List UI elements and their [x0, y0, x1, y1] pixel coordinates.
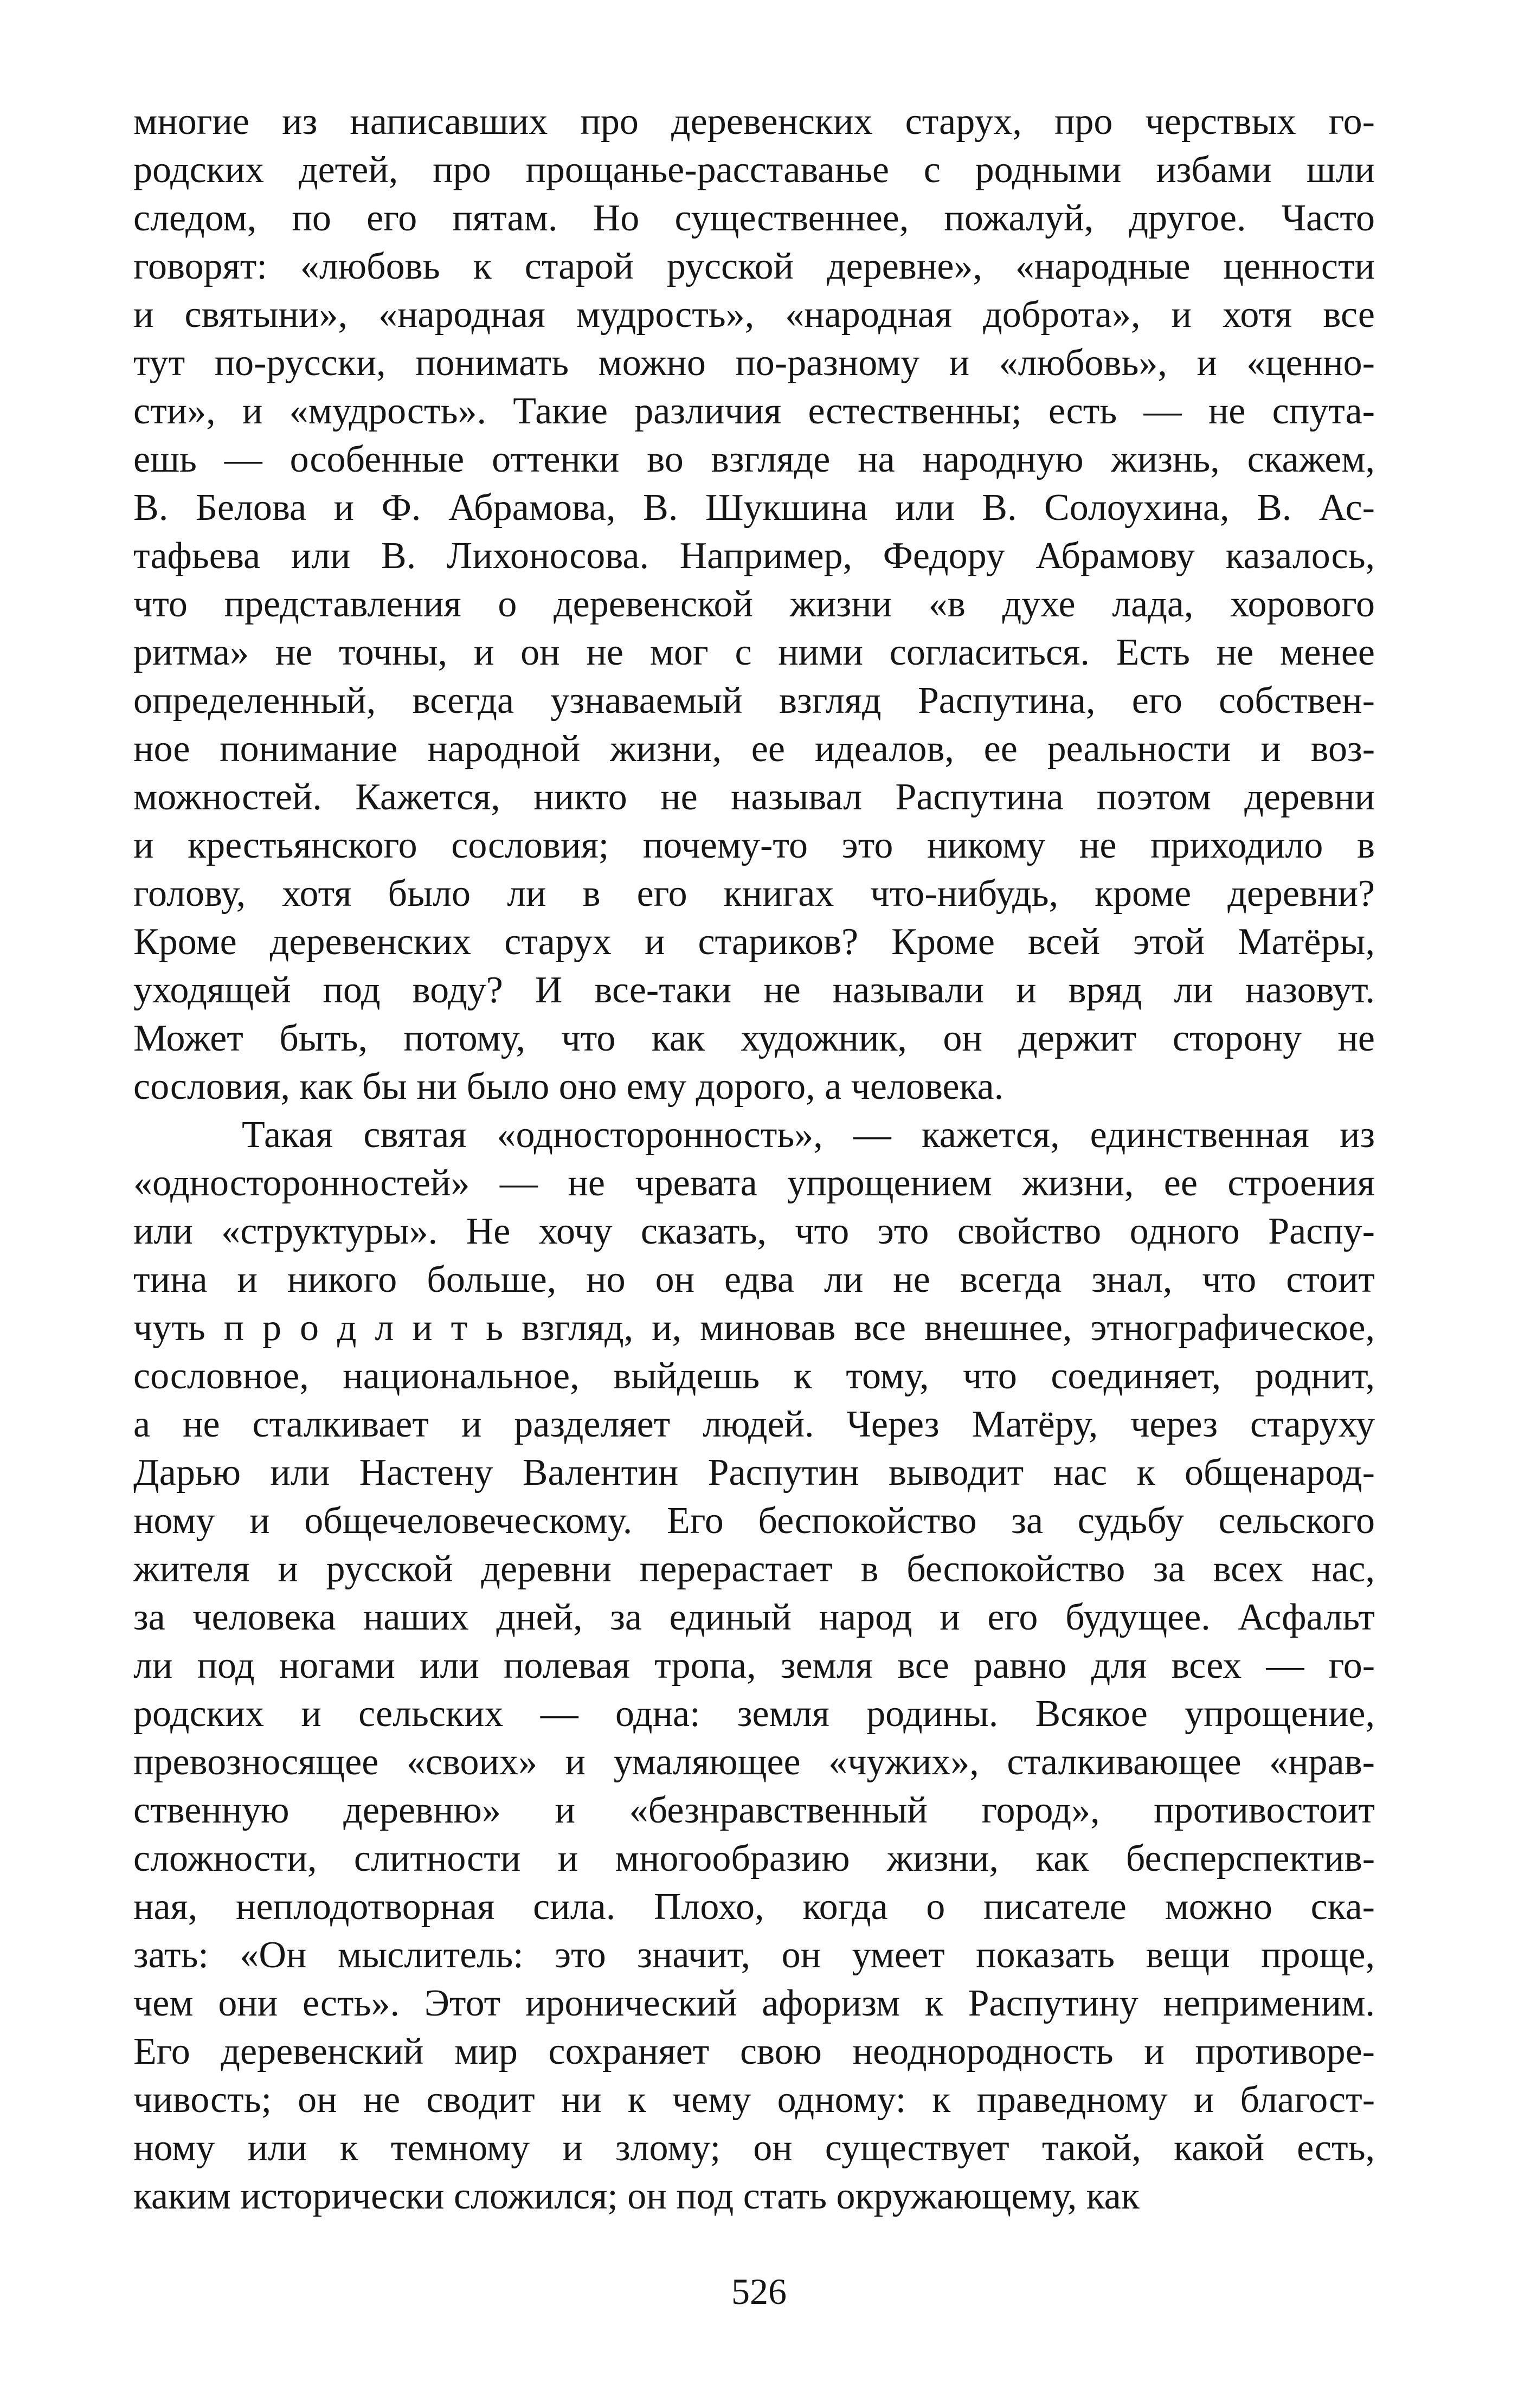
- text-line: «односторонностей» — не чревата упрощением жизни, ее строения: [133, 1162, 1375, 1204]
- text-line: Кроме деревенских старух и стариков? Кроме всей этой Матёры,: [133, 921, 1375, 963]
- text-line: Дарью или Настену Валентин Распутин выводит нас к общенарод-: [133, 1452, 1375, 1493]
- text-line: ешь — особенные оттенки во взгляде на народную жизнь, скажем,: [133, 439, 1375, 480]
- text-line: или «структуры». Не хочу сказать, что это свойство одного Распу-: [133, 1211, 1375, 1252]
- text-line: ному или к темному и злому; он существует такой, какой есть,: [133, 2127, 1375, 2169]
- text-line: многие из написавших про деревенских старух, про черствых го-: [133, 101, 1375, 143]
- text-line: чуть п р о д л и т ь взгляд, и, миновав все внешнее, этнографическое,: [133, 1307, 1375, 1349]
- text-line: Его деревенский мир сохраняет свою неоднородность и противоре-: [133, 2031, 1375, 2072]
- text-line: тина и никого больше, но он едва ли не всегда знал, что стоит: [133, 1259, 1375, 1300]
- text-line: и крестьянского сословия; почему-то это никому не приходило в: [133, 825, 1375, 866]
- text-line: и святыни», «народная мудрость», «народная доброта», и хотя все: [133, 294, 1375, 336]
- text-line: тут по-русски, понимать можно по-разному и «любовь», и «ценно-: [133, 342, 1375, 384]
- text-line: Может быть, потому, что как художник, он держит сторону не: [133, 1018, 1375, 1059]
- text-line: что представления о деревенской жизни «в духе лада, хорового: [133, 583, 1375, 625]
- text-line: говорят: «любовь к старой русской деревне», «народные ценности: [133, 246, 1375, 287]
- body-text: [133, 98, 1375, 2220]
- text-line: чем они есть». Этот иронический афоризм к Распутину неприменим.: [133, 1982, 1375, 2024]
- text-line: ная, неплодотворная сила. Плохо, когда о писателе можно ска-: [133, 1886, 1375, 1928]
- text-line: Такая святая «односторонность», — кажется, единственная из: [242, 1114, 1375, 1156]
- text-line: ственную деревню» и «безнравственный город», противостоит: [133, 1789, 1375, 1831]
- text-line: жителя и русской деревни перерастает в беспокойство за всех нас,: [133, 1548, 1375, 1590]
- text-line: сословия, как бы ни было оно ему дорого, а человека.: [133, 1066, 1004, 1108]
- text-line: уходящей под воду? И все-таки не называли и вряд ли назовут.: [133, 969, 1375, 1011]
- text-line: определенный, всегда узнаваемый взгляд Распутина, его собствен-: [133, 680, 1375, 722]
- paragraph-2: [133, 1111, 1375, 2220]
- text-line: родских детей, про прощанье-расставанье с родными избами шли: [133, 149, 1375, 191]
- page-number: 526: [731, 2271, 787, 2312]
- text-line: сословное, национальное, выйдешь к тому, что соединяет, роднит,: [133, 1355, 1375, 1397]
- text-line: В. Белова и Ф. Абрамова, В. Шукшина или В. Солоухина, В. Ас-: [133, 487, 1375, 529]
- text-line: следом, по его пятам. Но существеннее, пожалуй, другое. Часто: [133, 197, 1375, 239]
- text-line: а не сталкивает и разделяет людей. Через Матёру, через старуху: [133, 1403, 1375, 1445]
- text-line: можностей. Кажется, никто не называл Распутина поэтом деревни: [133, 776, 1375, 818]
- text-line: превозносящее «своих» и умаляющее «чужих», сталкивающее «нрав-: [133, 1741, 1375, 1783]
- text-line: каким исторически сложился; он под стать окружающему, как: [133, 2175, 1140, 2217]
- text-line: ритма» не точны, и он не мог с ними согласиться. Есть не менее: [133, 632, 1375, 673]
- text-line: ли под ногами или полевая тропа, земля все равно для всех — го-: [133, 1645, 1375, 1686]
- text-line: зать: «Он мыслитель: это значит, он умеет показать вещи проще,: [133, 1934, 1375, 1976]
- paragraph-1: [133, 98, 1375, 1111]
- text-line: ное понимание народной жизни, ее идеалов, ее реальности и воз-: [133, 728, 1375, 770]
- text-line: чивость; он не сводит ни к чему одному: к праведному и благост-: [133, 2079, 1375, 2121]
- text-line: за человека наших дней, за единый народ и его будущее. Асфальт: [133, 1596, 1375, 1638]
- text-line: ному и общечеловеческому. Его беспокойство за судьбу сельского: [133, 1500, 1375, 1542]
- text-line: голову, хотя было ли в его книгах что-нибудь, кроме деревни?: [133, 873, 1375, 915]
- text-line: сложности, слитности и многообразию жизни, как бесперспектив-: [133, 1838, 1375, 1879]
- text-line: родских и сельских — одна: земля родины. Всякое упрощение,: [133, 1693, 1375, 1735]
- text-line: сти», и «мудрость». Такие различия естественны; есть — не спута-: [133, 390, 1375, 432]
- text-line: тафьева или В. Лихоносова. Например, Федору Абрамову казалось,: [133, 535, 1375, 577]
